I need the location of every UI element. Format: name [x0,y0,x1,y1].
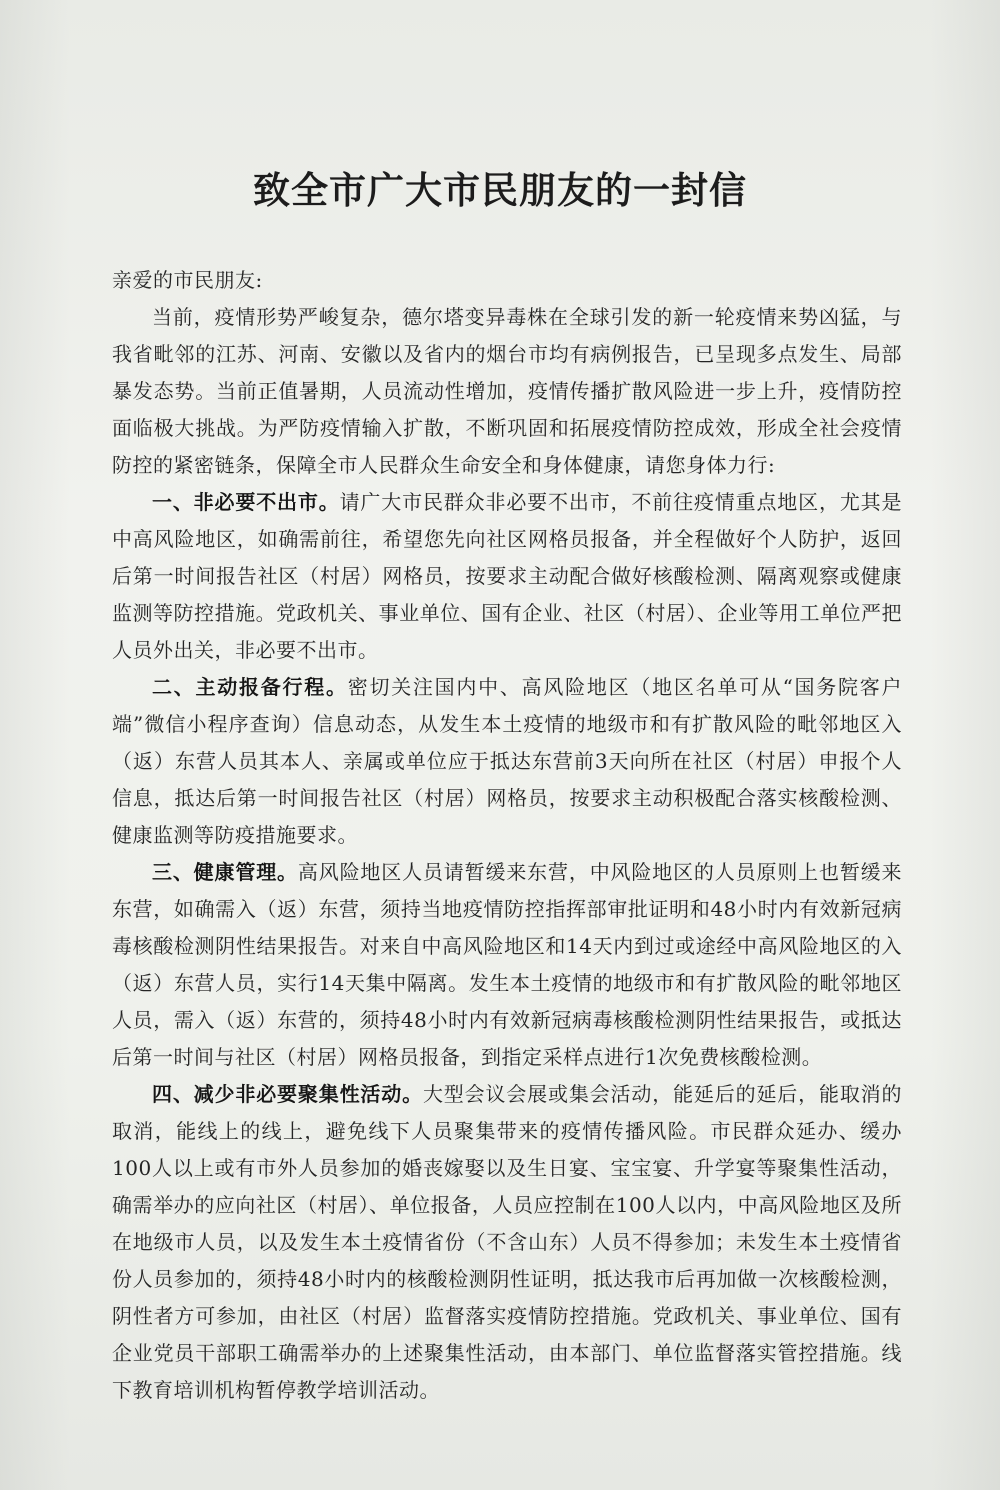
section-text: 请广大市民群众非必要不出市，不前往疫情重点地区，尤其是中高风险地区，如确需前往，希望您先向社区网格员报备，并全程做好个人防护，返回后第一时间报告社区（村居）网格员，按要求主动配合做好核酸检测、隔离观察或健康监测等防控措施。党政机关、事业单位、国有企业、社区（村居）、企业等用工单位严把人员外出关，非必要不出市。 [112,490,903,662]
intro-paragraph: 当前，疫情形势严峻复杂，德尔塔变异毒株在全球引发的新一轮疫情来势凶猛，与我省毗邻的江苏、河南、安徽以及省内的烟台市均有病例报告，已呈现多点发生、局部暴发态势。当前正值暑期，人员流动性增加，疫情传播扩散风险进一步上升，疫情防控面临极大挑战。为严防疫情输入扩散，不断巩固和拓展疫情防控成效，形成全社会疫情防控的紧密链条，保障全市人民群众生命安全和身体健康，请您身体力行: [112,305,902,477]
section-text: 大型会议会展或集会活动，能延后的延后，能取消的取消，能线上的线上，避免线下人员聚集带来的疫情传播风险。市民群众延办、缓办100人以上或有市外人员参加的婚丧嫁娶以及生日宴、宝宝宴、升学宴等聚集性活动，确需举办的应向社区（村居）、单位报备，人员应控制在100人以内，中高风险地区及所在地级市人员，以及发生本土疫情省份（不含山东）人员不得参加；未发生本土疫情省份人员参加的，须持48小时内的核酸检测阴性证明，抵达我市后再加做一次核酸检测，阴性者方可参加，由社区（村居）监督落实疫情防控措施。党政机关、事业单位、国有企业党员干部职工确需举办的上述聚集性活动，由本部门、单位监督落实管控措施。线下教育培训机构暂停教学培训活动。 [112,1082,903,1402]
section-text: 密切关注国内中、高风险地区（地区名单可从“国务院客户端”微信小程序查询）信息动态，从发生本土疫情的地级市和有扩散风险的毗邻地区入（返）东营人员其本人、亲属或单位应于抵达东营前3天向所在社区（村居）申报个人信息，抵达后第一时间报告社区（村居）网格员，按要求主动积极配合落实核酸检测、健康监测等防疫措施要求。 [112,675,903,847]
document-body [112,262,902,1409]
section-2 [112,669,902,854]
section-heading: 一、非必要不出市。 [152,490,340,514]
section-heading: 二、主动报备行程。 [152,675,348,699]
section-heading: 四、减少非必要聚集性活动。 [152,1082,423,1106]
section-heading: 三、健康管理。 [152,860,298,884]
document-title: 致全市广大市民朋友的一封信 [253,168,747,212]
greeting: 亲爱的市民朋友: [112,268,263,292]
section-3 [112,854,902,1076]
section-4 [112,1076,902,1409]
section-text: 高风险地区人员请暂缓来东营，中风险地区的人员原则上也暂缓来东营，如确需入（返）东营，须持当地疫情防控指挥部审批证明和48小时内有效新冠病毒核酸检测阴性结果报告。对来自中高风险地区和14天内到过或途经中高风险地区的入（返）东营人员，实行14天集中隔离。发生本土疫情的地级市和有扩散风险的毗邻地区人员，需入（返）东营的，须持48小时内有效新冠病毒核酸检测阴性结果报告，或抵达后第一时间与社区（村居）网格员报备，到指定采样点进行1次免费核酸检测。 [112,860,903,1069]
section-1 [112,484,902,669]
